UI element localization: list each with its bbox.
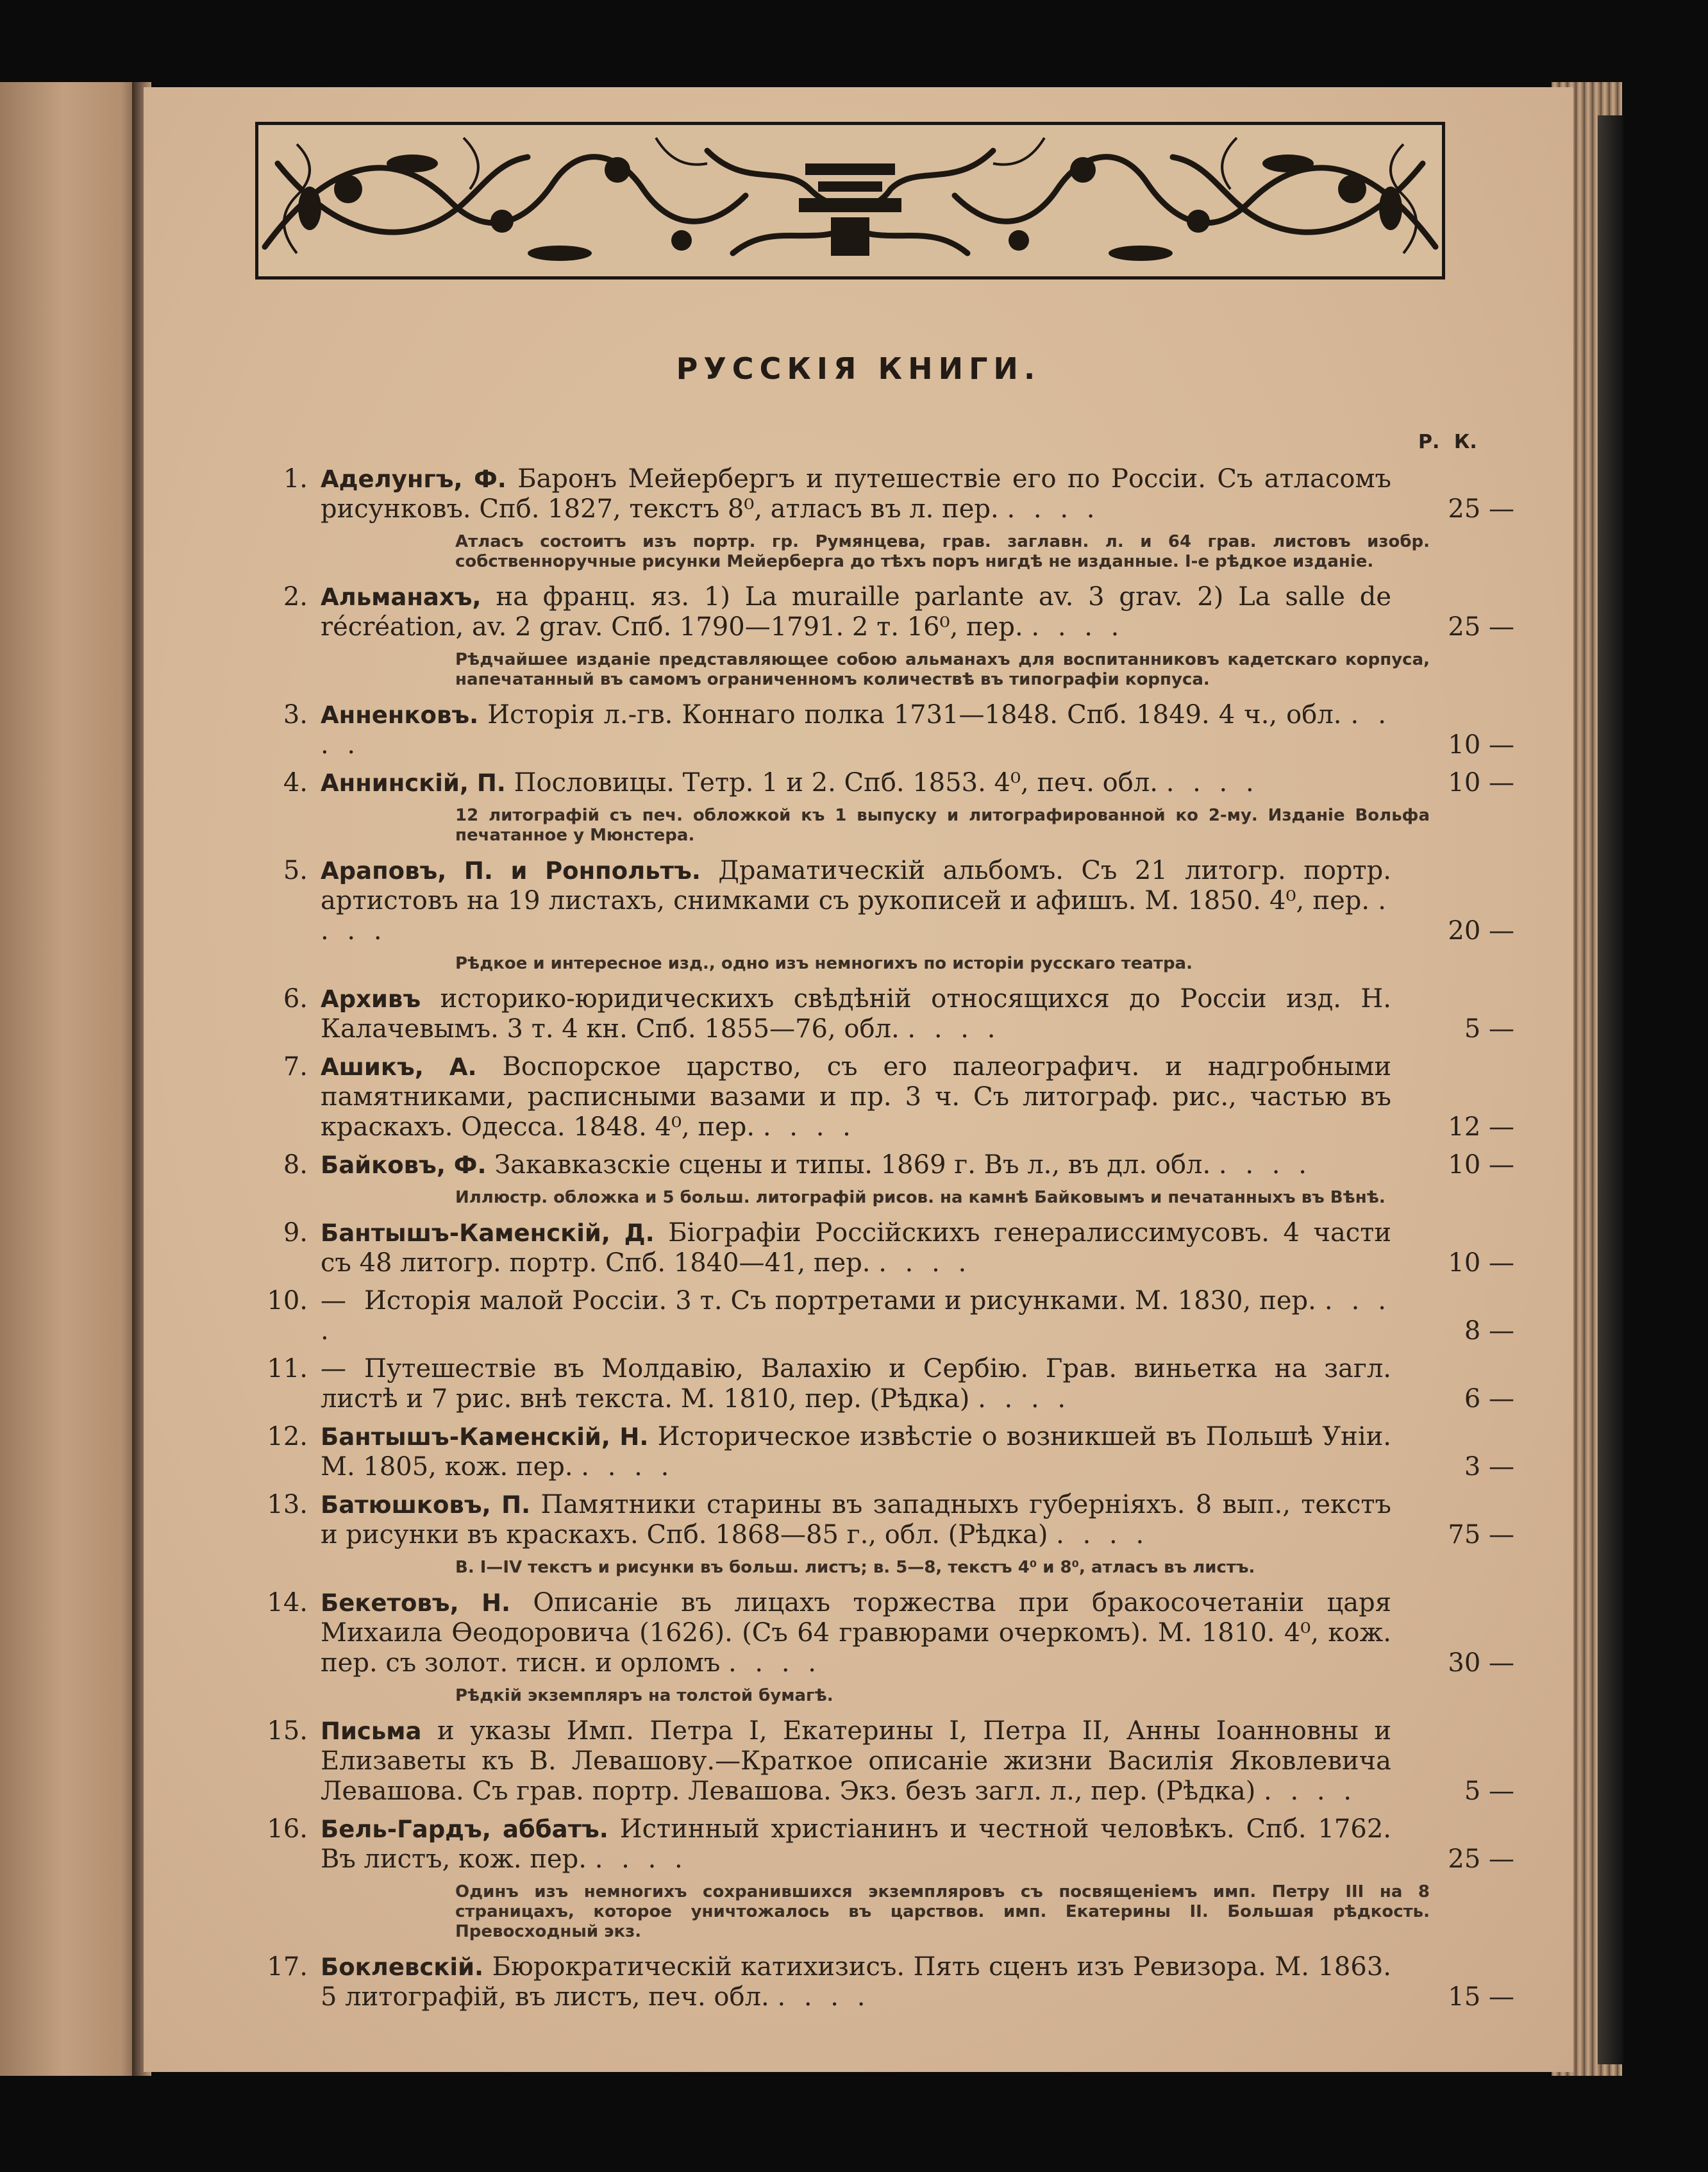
entry-description: Драматическій альбомъ. Съ 21 литогр. портр. артистовъ на 19 листахъ, снимками съ рукописей и афишъ. М. 1850. 4⁰, пер. — [321, 856, 1391, 915]
entry-text — [321, 1150, 1391, 1180]
entry-author: Аделунгъ, Ф. — [321, 465, 507, 493]
entry-text — [321, 1354, 1391, 1414]
entry-author: Бантышъ-Каменскій, Н. — [321, 1423, 649, 1451]
entry-price: 10 — — [1448, 1248, 1514, 1278]
entry-description: Воспорское царство, съ его палеографич. и надгробными памятниками, расписными вазами и пр. 3 ч. Съ литограф. рис., частью въ краскахъ. Одесса. 1848. 4⁰, пер. — [321, 1052, 1391, 1142]
entry-text — [321, 1588, 1391, 1678]
entry-description: Описаніе въ лицахъ торжества при бракосочетаніи царя Михаила Өеодоровича (1626). (Съ 64 гравюрами очеркомъ). М. 1810. 4⁰, кож. пер. съ золот. тисн. и орломъ — [321, 1588, 1391, 1678]
entry-note: Рѣдчайшее изданіе представляющее собою альманахъ для воспитанниковъ кадетскаго корпуса, напечатанный въ самомъ ограниченномъ количествѣ въ типографіи корпуса. — [455, 650, 1430, 689]
entry-number: 7. — [283, 1052, 308, 1082]
entry-description: Баронъ Мейербергъ и путешествіе его по Россіи. Съ атласомъ рисунковъ. Спб. 1827, текстъ 8⁰, атласъ въ л. пер. — [321, 464, 1392, 524]
dot-leader: . . . . — [594, 1844, 688, 1874]
dot-leader: . . . . — [1056, 1520, 1150, 1550]
list-item — [254, 1952, 1514, 2012]
entry-number: 10. — [267, 1286, 308, 1316]
entry-price: 8 — — [1464, 1316, 1514, 1346]
entry-number: 4. — [283, 768, 308, 798]
floral-ornament-icon — [255, 122, 1445, 280]
entry-number: 12. — [267, 1422, 308, 1451]
book-list — [254, 464, 1514, 2020]
entry-note: 12 литографій съ печ. обложкой къ 1 выпуску и литографированной ко 2-му. Изданіе Вольфа печатанное у Мюнстера. — [455, 806, 1430, 845]
entry-description: Путешествіе въ Молдавію, Валахію и Сербію. Грав. виньетка на загл. листѣ и 7 рис. внѣ текста. М. 1810, пер. (Рѣдка) — [321, 1354, 1391, 1414]
entry-price: 20 — — [1448, 916, 1514, 946]
entry-price: 15 — — [1448, 1982, 1514, 2012]
list-item — [254, 1286, 1514, 1346]
entry-number: 13. — [267, 1490, 308, 1519]
dot-leader: . . . . — [907, 1014, 1001, 1044]
list-item — [254, 1422, 1514, 1482]
list-item — [254, 1588, 1514, 1678]
entry-text — [321, 464, 1391, 524]
entry-price: 30 — — [1448, 1648, 1514, 1678]
book-cover-edge — [1598, 115, 1623, 2064]
entry-price: 3 — — [1464, 1452, 1514, 1482]
list-item — [254, 700, 1514, 760]
entry-author: Байковъ, Ф. — [321, 1151, 487, 1179]
entry-text — [321, 1052, 1391, 1142]
entry-text — [321, 582, 1391, 642]
dot-leader: . . . . — [762, 1112, 856, 1142]
dot-leader: . . . . — [777, 1982, 871, 2012]
list-item — [254, 1354, 1514, 1414]
dot-leader: . . . . — [1218, 1150, 1312, 1180]
list-item — [254, 768, 1514, 798]
entry-description: историко-юридическихъ свѣдѣній относящихся до Россіи изд. Н. Калачевымъ. 3 т. 4 кн. Спб. 1855—76, обл. — [321, 984, 1391, 1044]
list-item — [254, 1218, 1514, 1278]
entry-author: Араповъ, П. и Ронпольтъ. — [321, 857, 701, 885]
entry-number: 2. — [283, 582, 308, 612]
entry-price: 10 — — [1448, 768, 1514, 798]
dot-leader: . . . . — [728, 1648, 822, 1678]
entry-price: 10 — — [1448, 730, 1514, 760]
dot-leader: . . . . — [878, 1248, 972, 1278]
entry-text — [321, 1218, 1391, 1278]
dot-leader: . . . . — [1031, 612, 1125, 642]
dot-leader: . . . . — [321, 1286, 1392, 1346]
entry-text — [321, 1716, 1391, 1807]
entry-number: 16. — [267, 1814, 308, 1844]
entry-price: 25 — — [1448, 1844, 1514, 1874]
list-item — [254, 464, 1514, 524]
entry-description: Исторія малой Россіи. 3 т. Съ портретами и рисунками. М. 1830, пер. — [364, 1286, 1316, 1316]
entry-number: 6. — [283, 984, 308, 1014]
entry-author: Аннинскій, П. — [321, 769, 506, 797]
entry-author: Бекетовъ, Н. — [321, 1589, 511, 1617]
entry-description: Исторія л.-гв. Коннаго полка 1731—1848. Спб. 1849. 4 ч., обл. — [487, 700, 1342, 730]
entry-note: В. I—IV текстъ и рисунки въ больш. листъ; в. 5—8, текстъ 4⁰ и 8⁰, атласъ въ листъ. — [455, 1558, 1255, 1577]
list-item — [254, 984, 1514, 1044]
list-item — [254, 1716, 1514, 1807]
entry-note: Рѣдкое и интересное изд., одно изъ немногихъ по исторіи русскаго театра. — [455, 954, 1193, 973]
list-item — [254, 1814, 1514, 1875]
entry-number: 9. — [283, 1218, 308, 1248]
entry-author: Бель-Гардъ, аббатъ. — [321, 1816, 608, 1843]
entry-author: Анненковъ. — [321, 701, 479, 729]
dot-leader: . . . . — [321, 886, 1391, 946]
entry-description: Пословицы. Тетр. 1 и 2. Спб. 1853. 4⁰, печ. обл. — [514, 768, 1158, 798]
currency-header: Р. К. — [1418, 431, 1477, 453]
list-item — [254, 582, 1514, 642]
book-page — [144, 87, 1573, 2072]
entry-author: Архивъ — [321, 985, 421, 1013]
entry-price: 5 — — [1464, 1014, 1514, 1044]
dot-leader: . . . . — [1264, 1776, 1357, 1806]
entry-number: 11. — [267, 1354, 308, 1383]
entry-text — [321, 1286, 1391, 1346]
entry-number: 5. — [283, 856, 308, 885]
entry-description: и указы Имп. Петра I, Екатерины I, Петра II, Анны Іоанновны и Елизаветы къ В. Левашову.—Краткое описаніе жизни Василія Яковлевича Левашова. Съ грав. портр. Левашова. Экз. безъ загл. л., пер. (Рѣдка) — [321, 1716, 1391, 1806]
entry-author: Боклевскій. — [321, 1953, 484, 1981]
entry-note: Атласъ состоитъ изъ портр. гр. Румянцева, грав. заглавн. л. и 64 грав. листовъ изобр. собственноручные рисунки Мейерберга до тѣхъ поръ нигдѣ не изданные. І-е рѣдкое изданіе. — [455, 532, 1430, 571]
entry-text — [321, 856, 1391, 946]
page-title: РУССКІЯ КНИГИ. — [676, 351, 1041, 386]
entry-price: 75 — — [1448, 1520, 1514, 1550]
entry-author: Бантышъ-Каменскій, Д. — [321, 1219, 655, 1247]
entry-description: Біографіи Россійскихъ генералиссимусовъ. 4 части съ 48 литогр. портр. Спб. 1840—41, пер. — [321, 1218, 1392, 1278]
entry-note: Иллюстр. обложка и 5 больш. литографій рисов. на камнѣ Байковымъ и печатанныхъ въ Вѣнѣ. — [455, 1188, 1386, 1207]
entry-number: 17. — [267, 1952, 308, 1982]
dot-leader: . . . . — [978, 1384, 1071, 1414]
list-item — [254, 1150, 1514, 1180]
entry-price: 25 — — [1448, 494, 1514, 524]
entry-author: Альманахъ, — [321, 583, 481, 611]
entry-note: Одинъ изъ немногихъ сохранившихся экземпляровъ съ посвященіемъ имп. Петру III на 8 страницахъ, которое уничтожалось въ царствов. имп. Екатерины II. Большая рѣдкость. Превосходный экз. — [455, 1882, 1430, 1941]
entry-text — [321, 1814, 1391, 1875]
entry-note: Рѣдкій экземпляръ на толстой бумагѣ. — [455, 1686, 833, 1705]
entry-text — [321, 1422, 1391, 1482]
list-item — [254, 856, 1514, 946]
entry-author: Ашикъ, А. — [321, 1053, 477, 1081]
left-page — [0, 82, 142, 2076]
list-item — [254, 1490, 1514, 1550]
entry-price: 10 — — [1448, 1150, 1514, 1180]
entry-number: 8. — [283, 1150, 308, 1180]
entry-text — [321, 700, 1391, 760]
entry-price: 12 — — [1448, 1112, 1514, 1142]
entry-price: 5 — — [1464, 1776, 1514, 1806]
dot-leader: . . . . — [1166, 768, 1259, 798]
entry-number: 14. — [267, 1588, 308, 1617]
entry-number: 3. — [283, 700, 308, 730]
entry-text — [321, 1952, 1391, 2012]
list-item — [254, 1052, 1514, 1142]
entry-text — [321, 1490, 1391, 1550]
entry-author: Письма — [321, 1717, 422, 1745]
entry-description: Памятники старины въ западныхъ губерніяхъ. 8 вып., текстъ и рисунки въ краскахъ. Спб. 1868—85 г., обл. (Рѣдка) — [321, 1490, 1392, 1550]
entry-number: 1. — [283, 464, 308, 494]
entry-ditto: — — [321, 1286, 346, 1316]
entry-text — [321, 984, 1391, 1044]
dot-leader: . . . . — [1007, 494, 1100, 524]
entry-ditto: — — [321, 1354, 346, 1383]
dot-leader: . . . . — [581, 1452, 674, 1482]
entry-description: Историческое извѣстіе о возникшей въ Польшѣ Уніи. М. 1805, кож. пер. — [321, 1422, 1391, 1482]
entry-description: Истинный христіанинъ и честной человѣкъ. Спб. 1762. Въ листъ, кож. пер. — [321, 1814, 1391, 1874]
dot-leader: . . . . — [321, 700, 1392, 760]
entry-price: 6 — — [1464, 1384, 1514, 1414]
entry-description: Бюрократическій катихизисъ. Пять сценъ изъ Ревизора. М. 1863. 5 литографій, въ листъ, печ. обл. — [321, 1952, 1391, 2012]
entry-description: Закавказскіе сцены и типы. 1869 г. Въ л., въ дл. обл. — [494, 1150, 1211, 1180]
entry-text — [321, 768, 1391, 798]
entry-price: 25 — — [1448, 612, 1514, 642]
entry-number: 15. — [267, 1716, 308, 1746]
entry-author: Батюшковъ, П. — [321, 1491, 531, 1519]
entry-description: на франц. яз. 1) La muraille parlante av. 3 grav. 2) La salle de récréation, av. 2 grav. Спб. 1790—1791. 2 т. 16⁰, пер. — [321, 582, 1392, 642]
